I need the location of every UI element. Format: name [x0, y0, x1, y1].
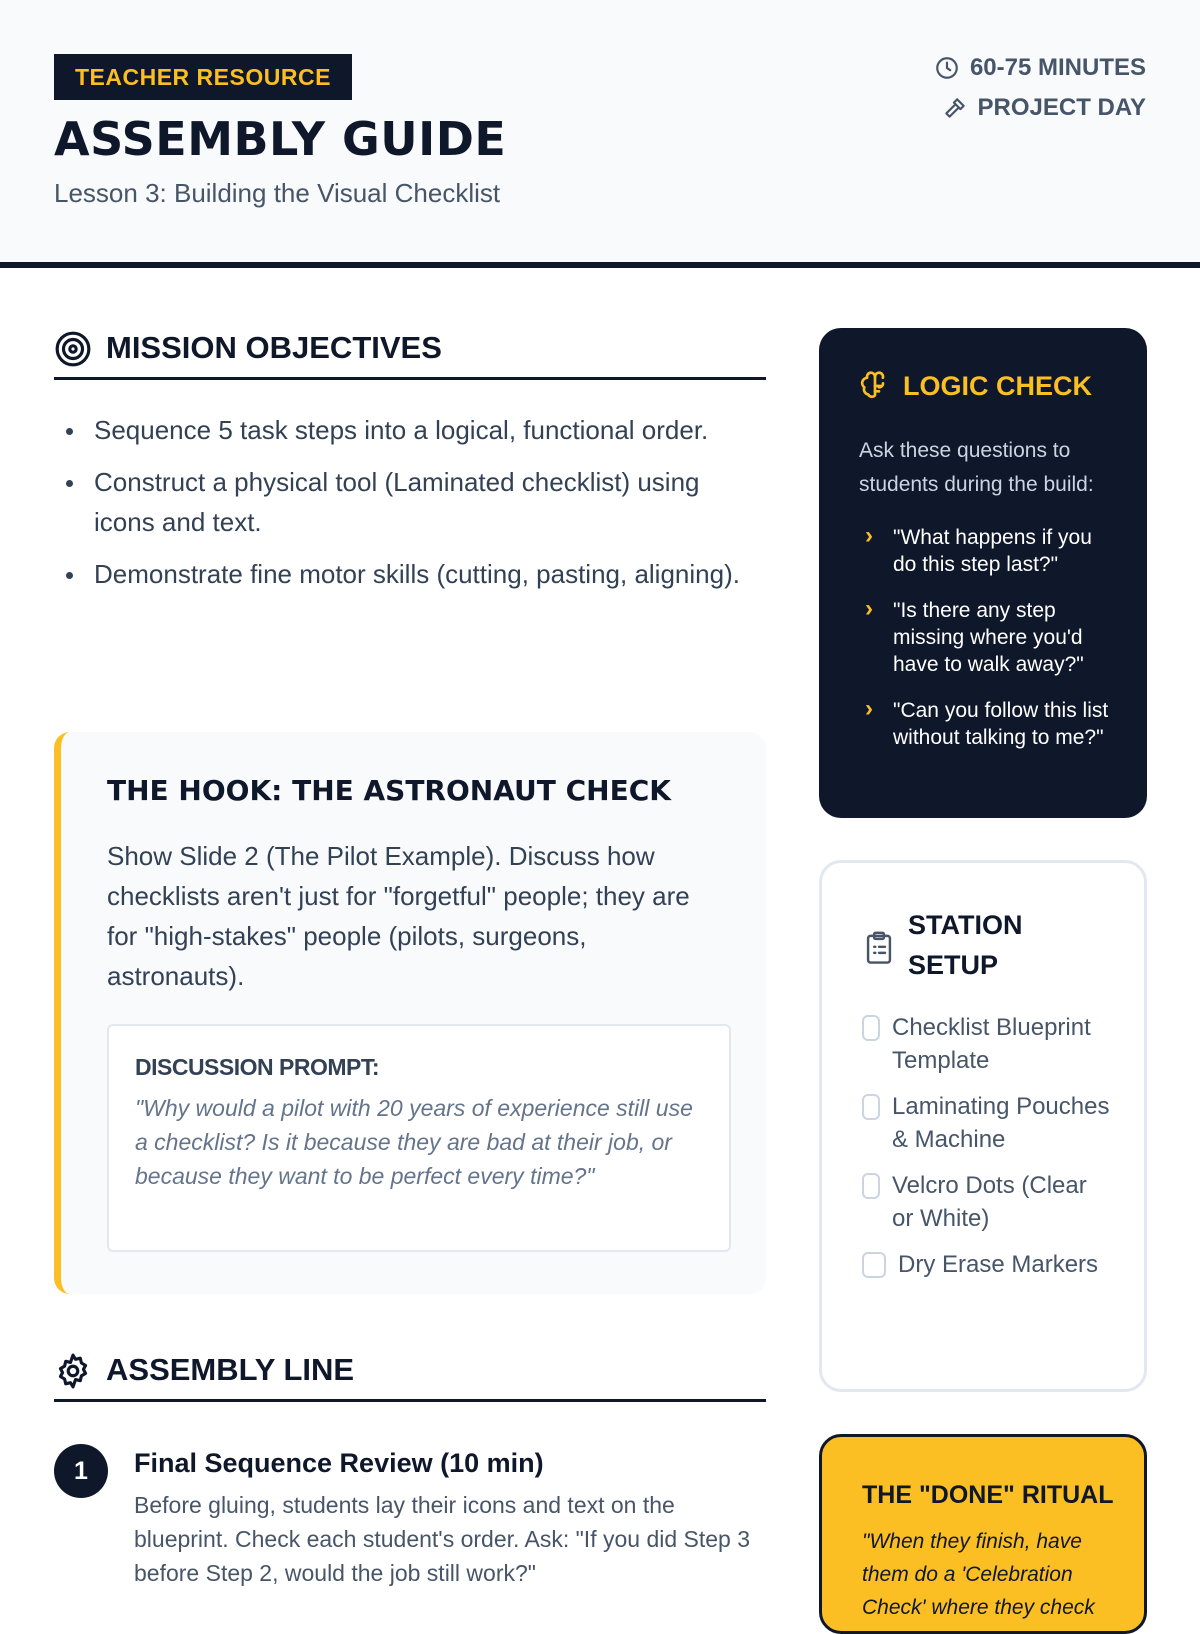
page-title: ASSEMBLY GUIDE — [54, 112, 507, 166]
step-description: Before gluing, students lay their icons and text on the blueprint. Check each student's order. Ask: "If you did Step 3 before Step 2, would the job still work?" — [134, 1492, 751, 1586]
clipboard-icon — [864, 931, 894, 965]
supply-item[interactable] — [862, 1248, 1112, 1281]
station-setup-title: STATION SETUP — [908, 910, 1023, 980]
assembly-heading-text: ASSEMBLY LINE — [106, 1352, 355, 1387]
clock-icon — [934, 55, 960, 81]
supply-checkbox[interactable] — [862, 1015, 880, 1041]
hook-card — [54, 732, 766, 1294]
objective-item: Sequence 5 task steps into a logical, functional order. — [54, 410, 766, 450]
brain-icon — [859, 370, 891, 402]
lesson-subtitle: Lesson 3: Building the Visual Checklist — [54, 178, 501, 208]
target-icon — [54, 330, 92, 368]
supply-item[interactable] — [862, 1011, 1112, 1077]
assembly-heading — [54, 1352, 766, 1402]
logic-question: › "Can you follow this list without talking to me?" — [859, 697, 1121, 751]
duration-meta — [934, 54, 1146, 82]
day-type-label: PROJECT DAY — [977, 94, 1146, 121]
page-header — [0, 0, 1200, 268]
hook-title: THE HOOK: THE ASTRONAUT CHECK — [107, 774, 671, 807]
day-type-meta — [942, 94, 1147, 122]
duration-label: 60-75 MINUTES — [969, 54, 1146, 81]
gear-icon — [54, 1352, 92, 1390]
objective-item: Construct a physical tool (Laminated checklist) using icons and text. — [54, 462, 766, 542]
done-ritual-title: THE "DONE" RITUAL — [862, 1481, 1114, 1509]
done-ritual-text: "When they finish, have them do a 'Celebration Check' where they check — [862, 1530, 1095, 1619]
supply-checkbox[interactable] — [862, 1173, 880, 1199]
logic-question-list — [859, 524, 1121, 770]
logic-check-title: LOGIC CHECK — [903, 370, 1092, 401]
station-setup-card — [819, 860, 1147, 1392]
supply-label: Velcro Dots (Clear or White) — [892, 1172, 1087, 1232]
supply-label: Checklist Blueprint Template — [892, 1014, 1091, 1074]
hook-text: Show Slide 2 (The Pilot Example). Discuss how checklists aren't just for "forgetful" people; they are for "high-stakes" people (pilots, surgeons, astronauts). — [107, 841, 690, 991]
teacher-resource-tag: TEACHER RESOURCE — [54, 54, 352, 100]
supply-checkbox[interactable] — [862, 1252, 886, 1278]
supply-item[interactable] — [862, 1090, 1112, 1156]
logic-question: › "Is there any step missing where you'd have to walk away?" — [859, 597, 1121, 678]
logic-check-card — [819, 328, 1147, 818]
step-number-badge: 1 — [54, 1444, 108, 1498]
objective-item: Demonstrate fine motor skills (cutting, pasting, aligning). — [54, 554, 766, 594]
logic-check-heading — [859, 370, 1092, 402]
discussion-prompt-label: DISCUSSION PROMPT: — [135, 1054, 380, 1080]
objectives-list — [54, 410, 766, 606]
discussion-prompt-text: "Why would a pilot with 20 years of experience still use a checklist? Is it because they are bad at their job, or because they want to be perfect every time?" — [135, 1095, 693, 1189]
supply-label: Laminating Pouches & Machine — [892, 1093, 1110, 1153]
logic-check-intro: Ask these questions to students during the build: — [859, 439, 1094, 496]
done-ritual-card — [819, 1434, 1147, 1634]
supply-item[interactable] — [862, 1169, 1112, 1235]
discussion-prompt-box — [107, 1024, 731, 1252]
logic-question: › "What happens if you do this step last?" — [859, 524, 1121, 578]
objectives-heading-text: MISSION OBJECTIVES — [106, 330, 442, 365]
station-supply-list — [862, 1011, 1112, 1294]
supply-label: Dry Erase Markers — [898, 1251, 1099, 1278]
step-title: Final Sequence Review (10 min) — [134, 1448, 544, 1478]
objectives-heading — [54, 330, 766, 380]
supply-checkbox[interactable] — [862, 1094, 880, 1120]
hammer-icon — [942, 95, 968, 121]
